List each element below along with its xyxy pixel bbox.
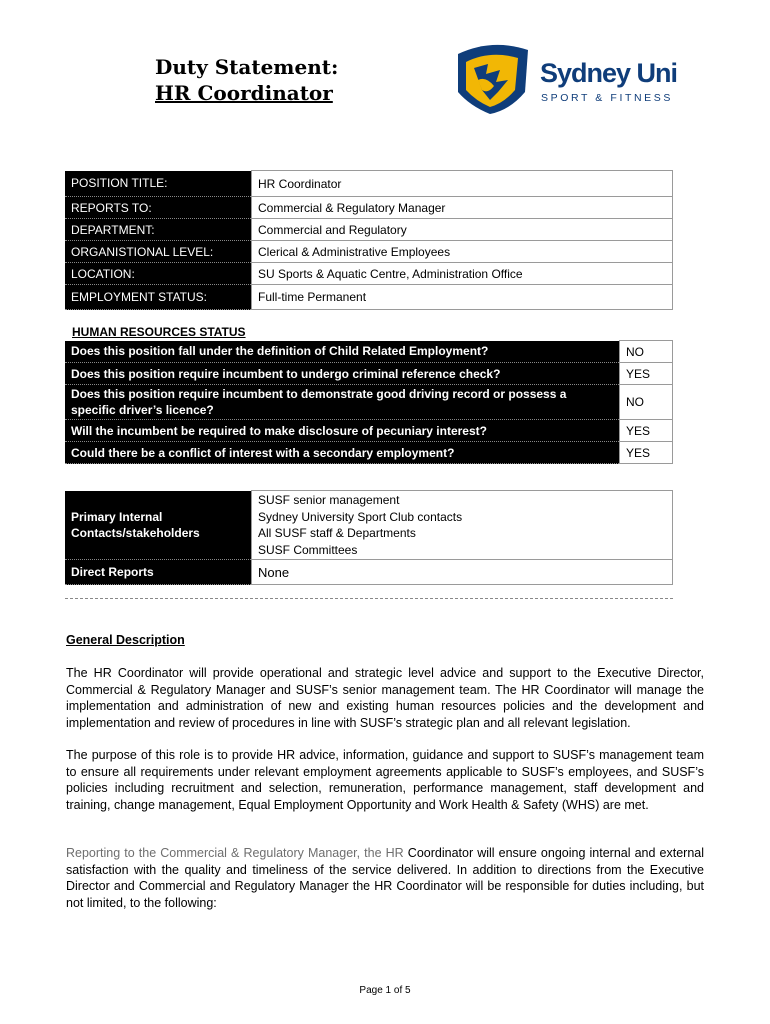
position-title-label: POSITION TITLE: [65, 171, 252, 197]
description-paragraph-3 [66, 845, 704, 911]
employment-status-value: Full-time Permanent [252, 285, 673, 310]
table-row [65, 442, 673, 464]
section-divider [65, 598, 673, 599]
hr-answer: NO [620, 341, 673, 363]
hr-answer: YES [620, 442, 673, 464]
table-row [65, 385, 673, 420]
description-paragraph-3-lead: Reporting to the Commercial & Regulatory Manager, the HR [66, 846, 404, 860]
general-description-heading: General Description [66, 633, 185, 647]
organisational-level-value: Clerical & Administrative Employees [252, 241, 673, 263]
hr-answer: YES [620, 420, 673, 442]
contact-item: All SUSF staff & Departments [258, 526, 416, 540]
hr-status-table [65, 340, 673, 464]
hr-question: Does this position fall under the definition of Child Related Employment? [65, 341, 620, 363]
primary-contacts-label [65, 491, 252, 560]
department-value: Commercial and Regulatory [252, 219, 673, 241]
title-line-2: HR Coordinator [155, 81, 333, 105]
table-row [65, 263, 673, 285]
hr-answer: YES [620, 363, 673, 385]
location-label: LOCATION: [65, 263, 252, 285]
hr-answer: NO [620, 385, 673, 420]
contact-item: SUSF senior management [258, 493, 400, 507]
contacts-table [65, 490, 673, 585]
primary-contacts-values [252, 491, 673, 560]
contact-item: Sydney University Sport Club contacts [258, 509, 463, 524]
position-table [65, 170, 673, 310]
primary-contacts-label-line: Contacts/stakeholders [71, 525, 200, 540]
hr-question: Does this position require incumbent to demonstrate good driving record or possess a specific driver’s licence? [65, 385, 620, 420]
description-paragraph-1: The HR Coordinator will provide operational and strategic level advice and support to the Executive Director, Commercial & Regulatory Manager and SUSF’s senior management team. The HR Coordinator will manage the implementation and administration of new and existing human resources policies and the development and implementation and review of procedures in line with SUSF’s strategic plan and all relevant legislation. [66, 666, 704, 730]
sydney-uni-logo [452, 40, 682, 114]
direct-reports-value: None [252, 560, 673, 585]
table-row [65, 241, 673, 263]
reports-to-value: Commercial & Regulatory Manager [252, 197, 673, 219]
hr-question: Does this position require incumbent to undergo criminal reference check? [65, 363, 620, 385]
table-row [65, 285, 673, 310]
table-row [65, 341, 673, 363]
direct-reports-label: Direct Reports [65, 560, 252, 585]
table-row [65, 171, 673, 197]
description-paragraph-2: The purpose of this role is to provide HR advice, information, guidance and support to SUSF’s management team to ensure all requirements under relevant employment agreements applicable to SUSF’s employees, and SUSF’s policies including recruitment and selection, remuneration, performance management, staff development and training, change management, Equal Employment Opportunity and Work Health & Safety (WHS) are met. [66, 748, 704, 812]
table-row [65, 363, 673, 385]
table-row [65, 420, 673, 442]
contact-item: SUSF Committees [258, 542, 358, 557]
table-row [65, 560, 673, 585]
position-title-value: HR Coordinator [252, 171, 673, 197]
lion-shield-icon [452, 40, 532, 114]
logo-name: Sydney Uni [540, 58, 678, 88]
hr-question: Could there be a conflict of interest with a secondary employment? [65, 442, 620, 464]
hr-status-heading: HUMAN RESOURCES STATUS [72, 325, 246, 339]
hr-question: Will the incumbent be required to make disclosure of pecuniary interest? [65, 420, 620, 442]
title-line-1: Duty Statement: [155, 55, 339, 79]
reports-to-label: REPORTS TO: [65, 197, 252, 219]
organisational-level-label: ORGANISTIONAL LEVEL: [65, 241, 252, 263]
department-label: DEPARTMENT: [65, 219, 252, 241]
location-value: SU Sports & Aquatic Centre, Administration Office [252, 263, 673, 285]
document-title [155, 54, 338, 106]
table-row [65, 219, 673, 241]
employment-status-label: EMPLOYMENT STATUS: [65, 285, 252, 310]
table-row [65, 491, 673, 560]
description-paragraph-3-rest: Coordinator will ensure ongoing internal and external satisfaction with the quality and timeliness of the service delivered. In addition to directions from the Executive Director and Commercial and Regulatory Manager the HR Coordinator will be responsible for duties including, but not limited, to the following: [66, 846, 705, 910]
primary-contacts-label-line: Primary Internal [71, 509, 163, 524]
logo-tagline: SPORT & FITNESS [541, 92, 673, 104]
page-number: Page 1 of 5 [359, 985, 411, 996]
table-row [65, 197, 673, 219]
